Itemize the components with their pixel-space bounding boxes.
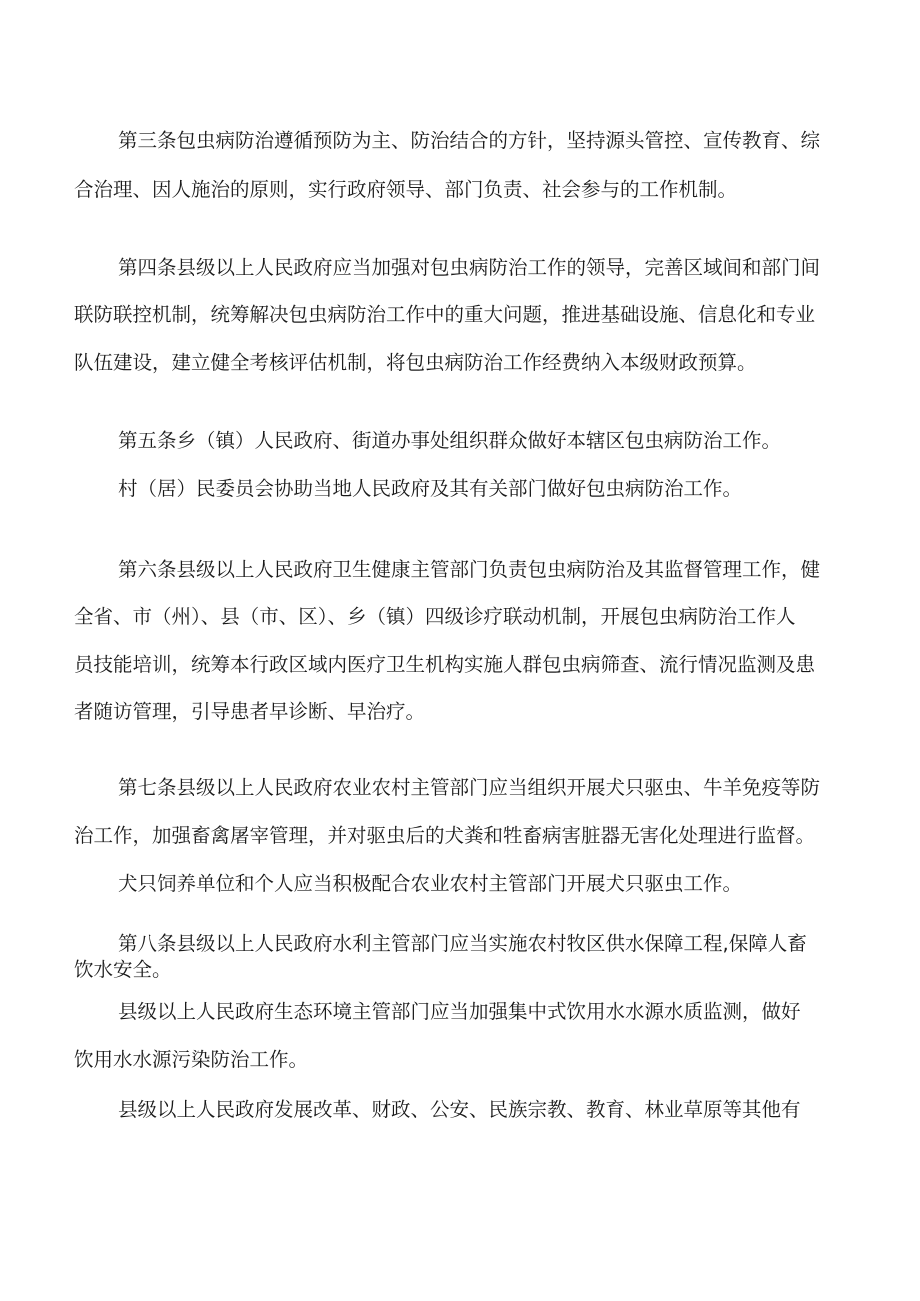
article-7-line-1: 第七条县级以上人民政府农业农村主管部门应当组织开展犬只驱虫、牛羊免疫等防 [118, 776, 821, 799]
article-6-line-4: 者随访管理，引导患者早诊断、早治疗。 [74, 700, 426, 723]
article-7-para-2: 犬只饲养单位和个人应当积极配合农业农村主管部门开展犬只驱虫工作。 [118, 872, 743, 895]
article-6-line-1: 第六条县级以上人民政府卫生健康主管部门负责包虫病防治及其监督管理工作，健 [118, 558, 821, 581]
article-8-line-2: 饮水安全。 [74, 958, 172, 981]
article-7-line-2: 治工作，加强畜禽屠宰管理，并对驱虫后的犬粪和牲畜病害脏器无害化处理进行监督。 [74, 824, 816, 847]
article-3-line-1: 第三条包虫病防治遵循预防为主、防治结合的方针，坚持源头管控、宣传教育、综 [118, 129, 821, 152]
article-4-line-1: 第四条县级以上人民政府应当加强对包虫病防治工作的领导，完善区域间和部门间 [118, 256, 821, 279]
article-6-line-3: 员技能培训，统筹本行政区域内医疗卫生机构实施人群包虫病筛查、流行情况监测及患 [74, 653, 816, 676]
article-5-para-2: 村（居）民委员会协助当地人民政府及其有关部门做好包虫病防治工作。 [118, 477, 743, 500]
article-5-line-1: 第五条乡（镇）人民政府、街道办事处组织群众做好本辖区包虫病防治工作。 [118, 429, 782, 452]
article-4-line-3: 队伍建设，建立健全考核评估机制，将包虫病防治工作经费纳入本级财政预算。 [74, 351, 757, 374]
article-8-line-1: 第八条县级以上人民政府水利主管部门应当实施农村牧区供水保障工程,保障人畜 [118, 932, 807, 955]
article-8-para-2-line-2: 饮用水水源污染防治工作。 [74, 1048, 309, 1071]
article-8-para-2-line-1: 县级以上人民政府生态环境主管部门应当加强集中式饮用水水源水质监测，做好 [118, 1000, 801, 1023]
article-4-line-2: 联防联控机制，统筹解决包虫病防治工作中的重大问题，推进基础设施、信息化和专业 [74, 303, 816, 326]
article-8-para-3-line-1: 县级以上人民政府发展改革、财政、公安、民族宗教、教育、林业草原等其他有 [118, 1098, 801, 1121]
article-3-line-2: 合治理、因人施治的原则，实行政府领导、部门负责、社会参与的工作机制。 [74, 178, 738, 201]
article-6-line-2: 全省、市（州）、县（市、区）、乡（镇）四级诊疗联动机制，开展包虫病防治工作人 [74, 605, 796, 628]
